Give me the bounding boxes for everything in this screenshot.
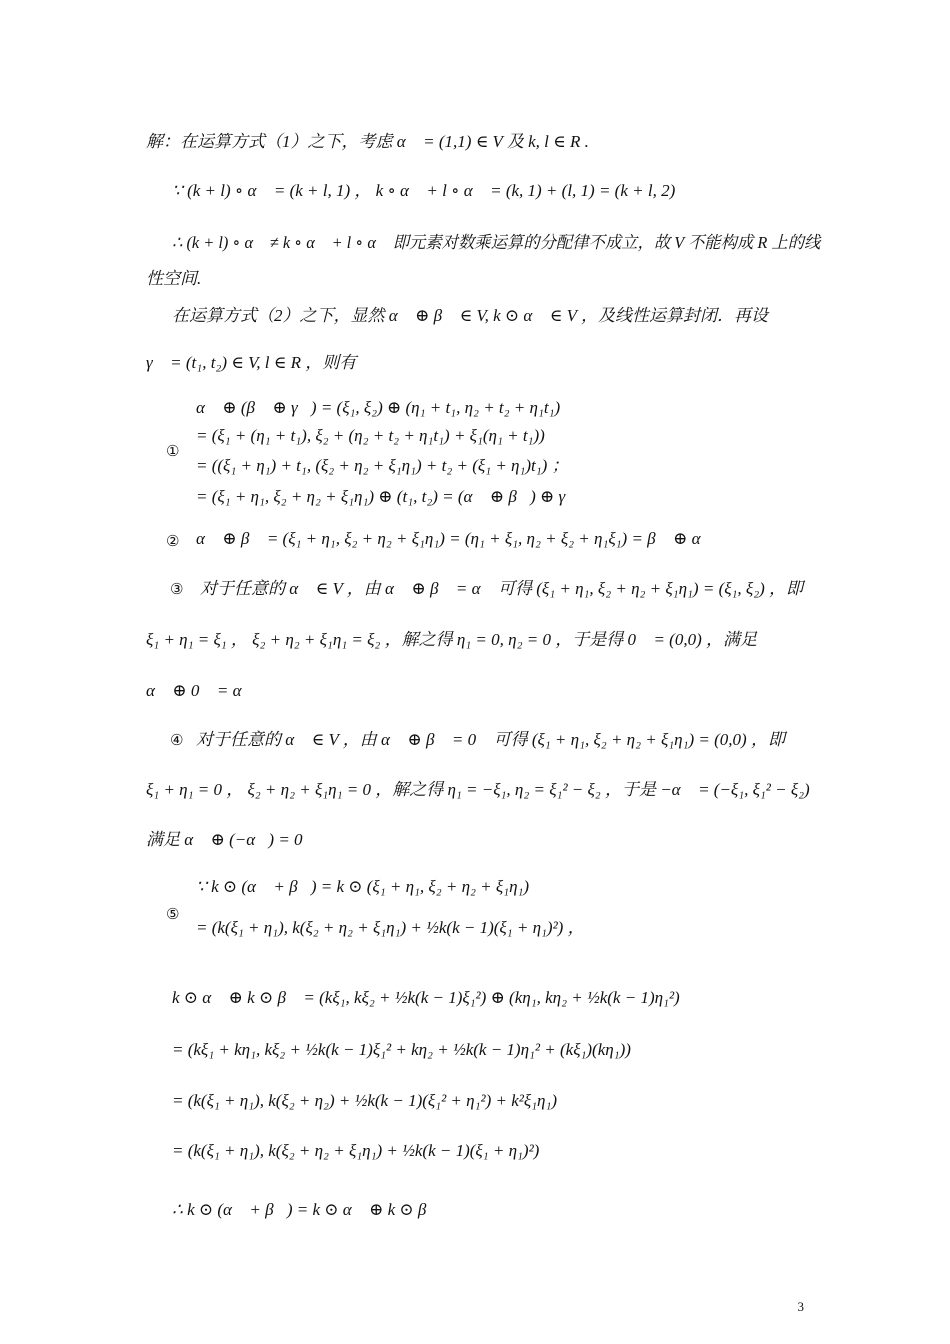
derivation-line-2: = (kξ₁ + kη₁, kξ₂ + ½k(k − 1)ξ₁² + kη₂ + ½k(k − 1)η₁² + (kξ₁)(kη₁)) bbox=[172, 1040, 631, 1059]
marker-1: ① bbox=[166, 442, 180, 460]
zero-line-a: 对于任意的 α⃗ ∈ V ，由 α⃗ ⊕ β⃗ = α⃗ 可得 (ξ₁ + η₁, ξ₂ + η₂ + ξ₁η₁) = (ξ₁, ξ₂) ，即 bbox=[200, 579, 804, 598]
derivation-line-3: = (k(ξ₁ + η₁), k(ξ₂ + η₂) + ½k(k − 1)(ξ₁² + η₁²) + k²ξ₁η₁) bbox=[172, 1091, 558, 1110]
assoc-line-3: = ((ξ₁ + η₁) + t₁, (ξ₂ + η₂ + ξ₁η₁) + t₂ + (ξ₁ + η₁)t₁) ； bbox=[196, 456, 569, 475]
marker-2: ② bbox=[166, 532, 180, 550]
solution-intro: 解：在运算方式（1）之下，考虑 α⃗ = (1,1) ∈ V 及 k, l ∈ R . bbox=[146, 132, 589, 151]
derivation-line-4: = (k(ξ₁ + η₁), k(ξ₂ + η₂ + ξ₁η₁) + ½k(k − 1)(ξ₁ + η₁)²) bbox=[172, 1141, 540, 1160]
negative-line-a: 对于任意的 α⃗ ∈ V ，由 α⃗ ⊕ β⃗ = 0⃗ 可得 (ξ₁ + η₁, ξ₂ + η₂ + ξ₁η₁) = (0,0) ，即 bbox=[196, 730, 785, 749]
assoc-line-4: = (ξ₁ + η₁, ξ₂ + η₂ + ξ₁η₁) ⊕ (t₁, t₂) = (α⃗ ⊕ β⃗) ⊕ γ⃗ bbox=[196, 487, 579, 506]
therefore-line-1a: ∴ (k + l) ∘ α⃗ ≠ k ∘ α⃗ + l ∘ α⃗ 即元素对数乘运算的分配律不成立，故 V 不能构成 R 上的线 bbox=[172, 233, 821, 252]
therefore-line-1b: 性空间. bbox=[146, 269, 202, 288]
commutative-line: α⃗ ⊕ β⃗ = (ξ₁ + η₁, ξ₂ + η₂ + ξ₁η₁) = (η₁ + ξ₁, η₂ + ξ₂ + η₁ξ₁) = β⃗ ⊕ α⃗ ； bbox=[196, 529, 732, 548]
scalar-line-2: = (k(ξ₁ + η₁), k(ξ₂ + η₂ + ξ₁η₁) + ½k(k − 1)(ξ₁ + η₁)²) ， bbox=[196, 918, 585, 937]
assoc-line-1: α⃗ ⊕ (β⃗ ⊕ γ⃗) = (ξ₁, ξ₂) ⊕ (η₁ + t₁, η₂ + t₂ + η₁t₁) bbox=[196, 398, 561, 417]
assoc-line-2: = (ξ₁ + (η₁ + t₁), ξ₂ + (η₂ + t₂ + η₁t₁) + ξ₁(η₁ + t₁)) bbox=[196, 426, 545, 445]
negative-line-b: ξ₁ + η₁ = 0 ， ξ₂ + η₂ + ξ₁η₁ = 0 ，解之得 η₁ = −ξ₁, η₂ = ξ₁² − ξ₂ ，于是 −α⃗ = (−ξ₁, ξ₁² − ξ₂) bbox=[146, 780, 810, 799]
mode2-line-a: 在运算方式（2）之下，显然 α⃗ ⊕ β⃗ ∈ V, k ⊙ α⃗ ∈ V ，及线性运算封闭．再设 bbox=[172, 306, 768, 325]
negative-line-c: 满足 α⃗ ⊕ (−α⃗) = 0⃗ ； bbox=[146, 830, 334, 849]
derivation-line-1: k ⊙ α⃗ ⊕ k ⊙ β⃗ = (kξ₁, kξ₂ + ½k(k − 1)ξ₁²) ⊕ (kη₁, kη₂ + ½k(k − 1)η₁²) bbox=[172, 988, 680, 1007]
page-number: 3 bbox=[797, 1299, 804, 1314]
mode2-line-b: γ⃗ = (t₁, t₂) ∈ V, l ∈ R ，则有 bbox=[146, 353, 357, 372]
marker-3: ③ bbox=[170, 580, 184, 598]
zero-line-b: ξ₁ + η₁ = ξ₁ ， ξ₂ + η₂ + ξ₁η₁ = ξ₂ ，解之得 η₁ = 0, η₂ = 0 ，于是得 0⃗ = (0,0) ，满足 bbox=[146, 630, 757, 649]
zero-line-c: α⃗ ⊕ 0⃗ = α⃗ ； bbox=[146, 681, 273, 700]
scalar-line-1: ∵ k ⊙ (α⃗ + β⃗) = k ⊙ (ξ₁ + η₁, ξ₂ + η₂ + ξ₁η₁) bbox=[196, 877, 530, 896]
marker-4: ④ bbox=[170, 731, 184, 749]
because-line-1: ∵ (k + l) ∘ α⃗ = (k + l, 1) ， k ∘ α⃗ + l ∘ α⃗ = (k, 1) + (l, 1) = (k + l, 2) bbox=[172, 181, 676, 200]
conclusion-line: ∴ k ⊙ (α⃗ + β⃗) = k ⊙ α⃗ ⊕ k ⊙ β⃗ ； bbox=[172, 1200, 458, 1219]
marker-5: ⑤ bbox=[166, 905, 180, 923]
